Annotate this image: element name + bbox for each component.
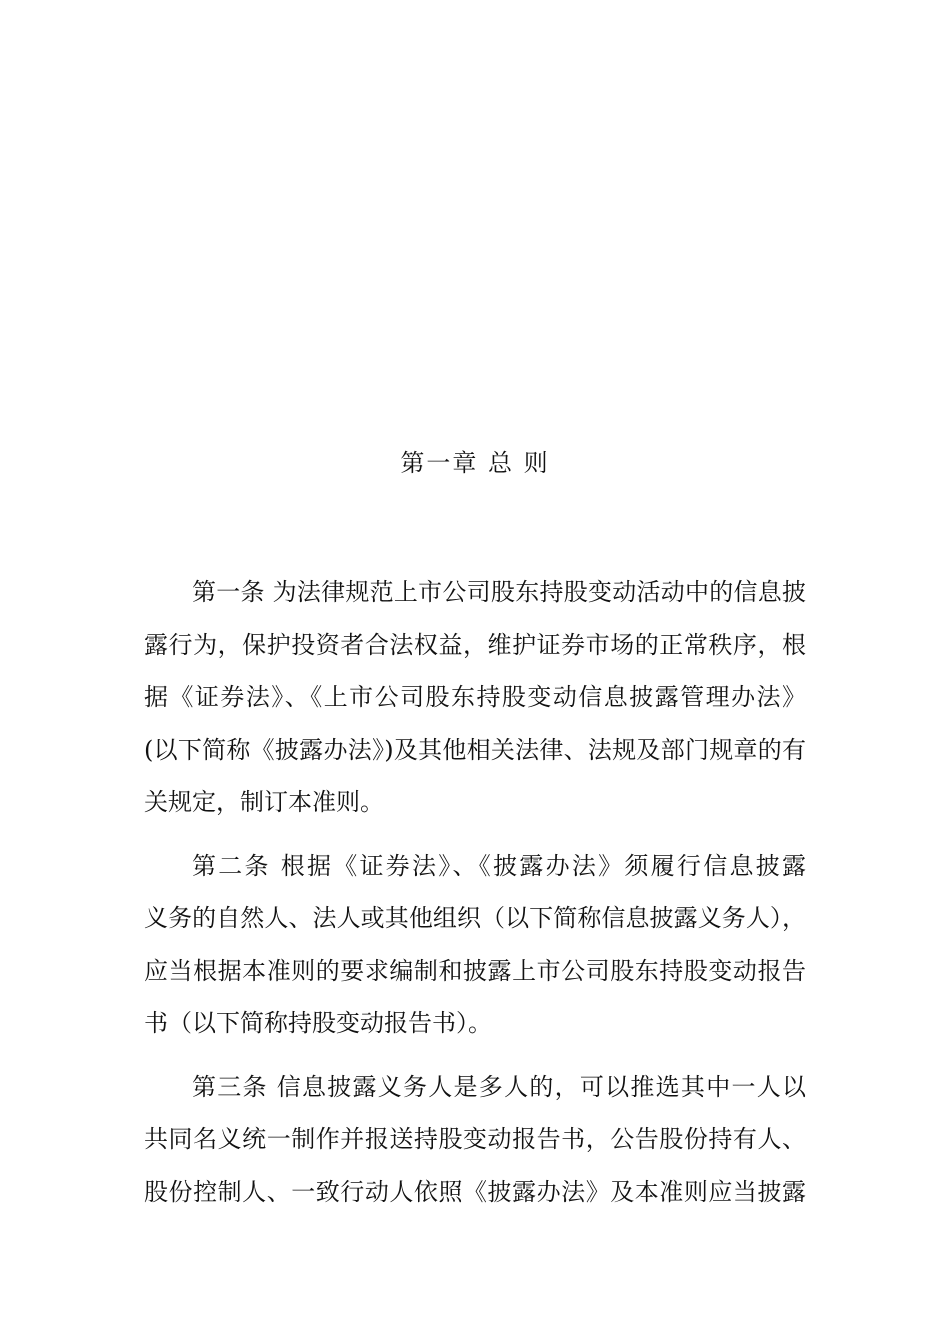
article-3-line: 第三条 信息披露义务人是多人的，可以推选其中一人以 <box>192 1072 806 1101</box>
article-2-line: 义务的自然人、法人或其他组织（以下简称信息披露义务人）， <box>144 904 806 932</box>
chapter-title: 第一章 总 则 <box>400 449 550 477</box>
article-3-line: 股份控制人、一致行动人依照《披露办法》及本准则应当披露 <box>144 1177 806 1206</box>
document-body <box>144 566 806 1229</box>
article-2-line: 书（以下简称持股变动报告书）。 <box>144 1009 492 1037</box>
article-1-line: 关规定，制订本准则。 <box>144 788 384 816</box>
article-1-line: 露行为，保护投资者合法权益，维护证券市场的正常秩序，根 <box>144 630 806 659</box>
article-1-line: (以下简称《披露办法》)及其他相关法律、法规及部门规章的有 <box>144 735 806 764</box>
article-2-line: 第二条 根据《证券法》、《披露办法》须履行信息披露 <box>192 851 806 880</box>
article-3 <box>144 1061 806 1219</box>
article-1-line: 据《证券法》、《上市公司股东持股变动信息披露管理办法》 <box>144 683 806 711</box>
article-1-line: 第一条 为法律规范上市公司股东持股变动活动中的信息披 <box>192 578 806 606</box>
article-2-line: 应当根据本准则的要求编制和披露上市公司股东持股变动报告 <box>144 956 806 985</box>
article-2 <box>144 840 806 1050</box>
article-1 <box>144 566 806 829</box>
article-3-line: 共同名义统一制作并报送持股变动报告书，公告股份持有人、 <box>144 1125 806 1153</box>
